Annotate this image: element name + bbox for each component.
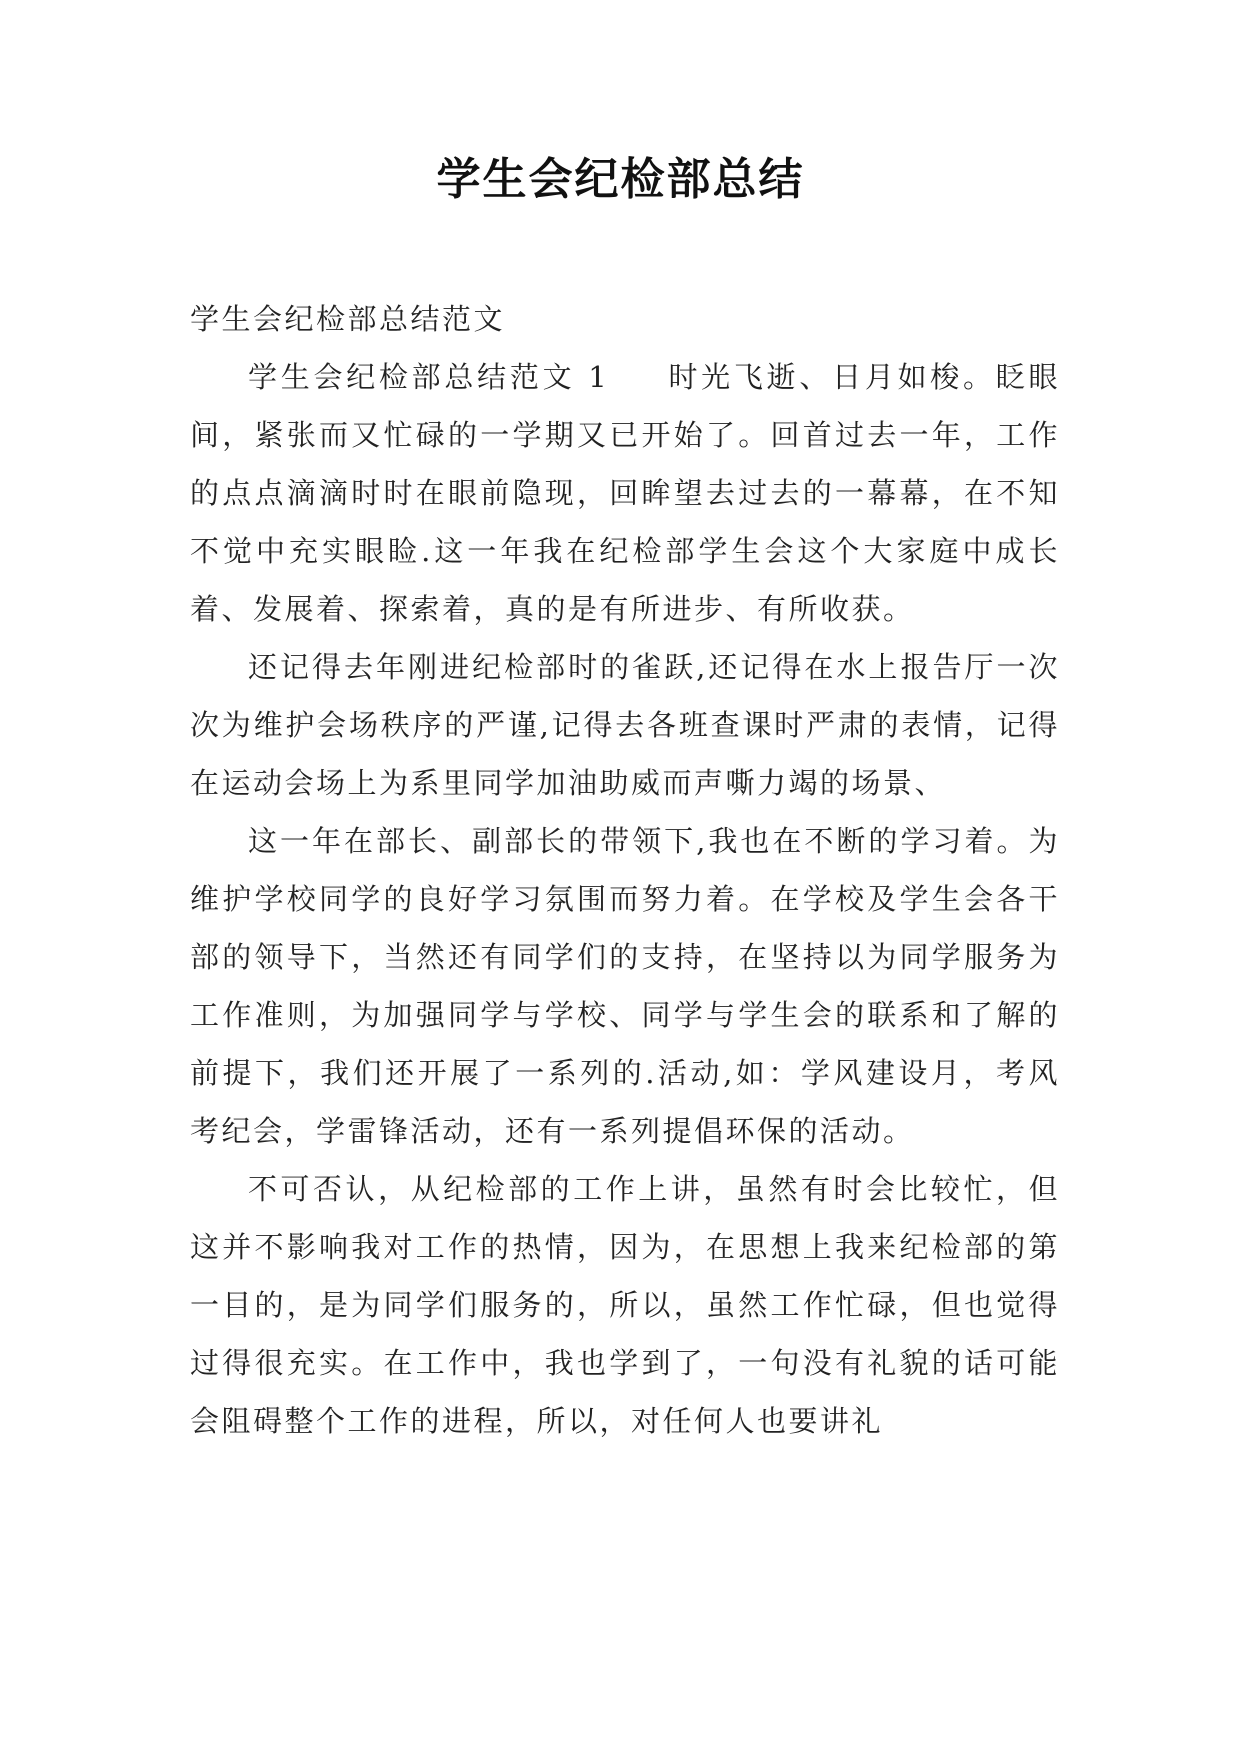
paragraph-1-lead: 学生会纪检部总结范文 1	[248, 360, 610, 394]
paragraph-1	[190, 348, 1060, 638]
paragraph-1-text: 时光飞逝、日月如梭。眨眼间，紧张而又忙碌的一学期又已开始了。回首过去一年，工作的点点滴滴时时在眼前隐现，回眸望去过去的一幕幕，在不知不觉中充实眼睑.这一年我在纪检部学生会这个大家庭中成长着、发展着、探索着，真的是有所进步、有所收获。	[190, 360, 1060, 626]
document-body	[190, 290, 1060, 1450]
document-title: 学生会纪检部总结	[436, 154, 805, 205]
paragraph-4: 不可否认，从纪检部的工作上讲，虽然有时会比较忙，但这并不影响我对工作的热情，因为，在思想上我来纪检部的第一目的，是为同学们服务的，所以，虽然工作忙碌，但也觉得过得很充实。在工作中，我也学到了，一句没有礼貌的话可能会阻碍整个工作的进程，所以，对任何人也要讲礼	[190, 1172, 1060, 1438]
paragraph-3: 这一年在部长、副部长的带领下,我也在不断的学习着。为维护学校同学的良好学习氛围而努力着。在学校及学生会各干部的领导下，当然还有同学们的支持，在坚持以为同学服务为工作准则，为加强同学与学校、同学与学生会的联系和了解的前提下，我们还开展了一系列的.活动,如：学风建设月，考风考纪会，学雷锋活动，还有一系列提倡环保的活动。	[190, 824, 1060, 1148]
paragraph-2: 还记得去年刚进纪检部时的雀跃,还记得在水上报告厅一次次为维护会场秩序的严谨,记得去各班查课时严肃的表情，记得在运动会场上为系里同学加油助威而声嘶力竭的场景、	[190, 650, 1060, 800]
document-subheading: 学生会纪检部总结范文	[190, 302, 506, 336]
